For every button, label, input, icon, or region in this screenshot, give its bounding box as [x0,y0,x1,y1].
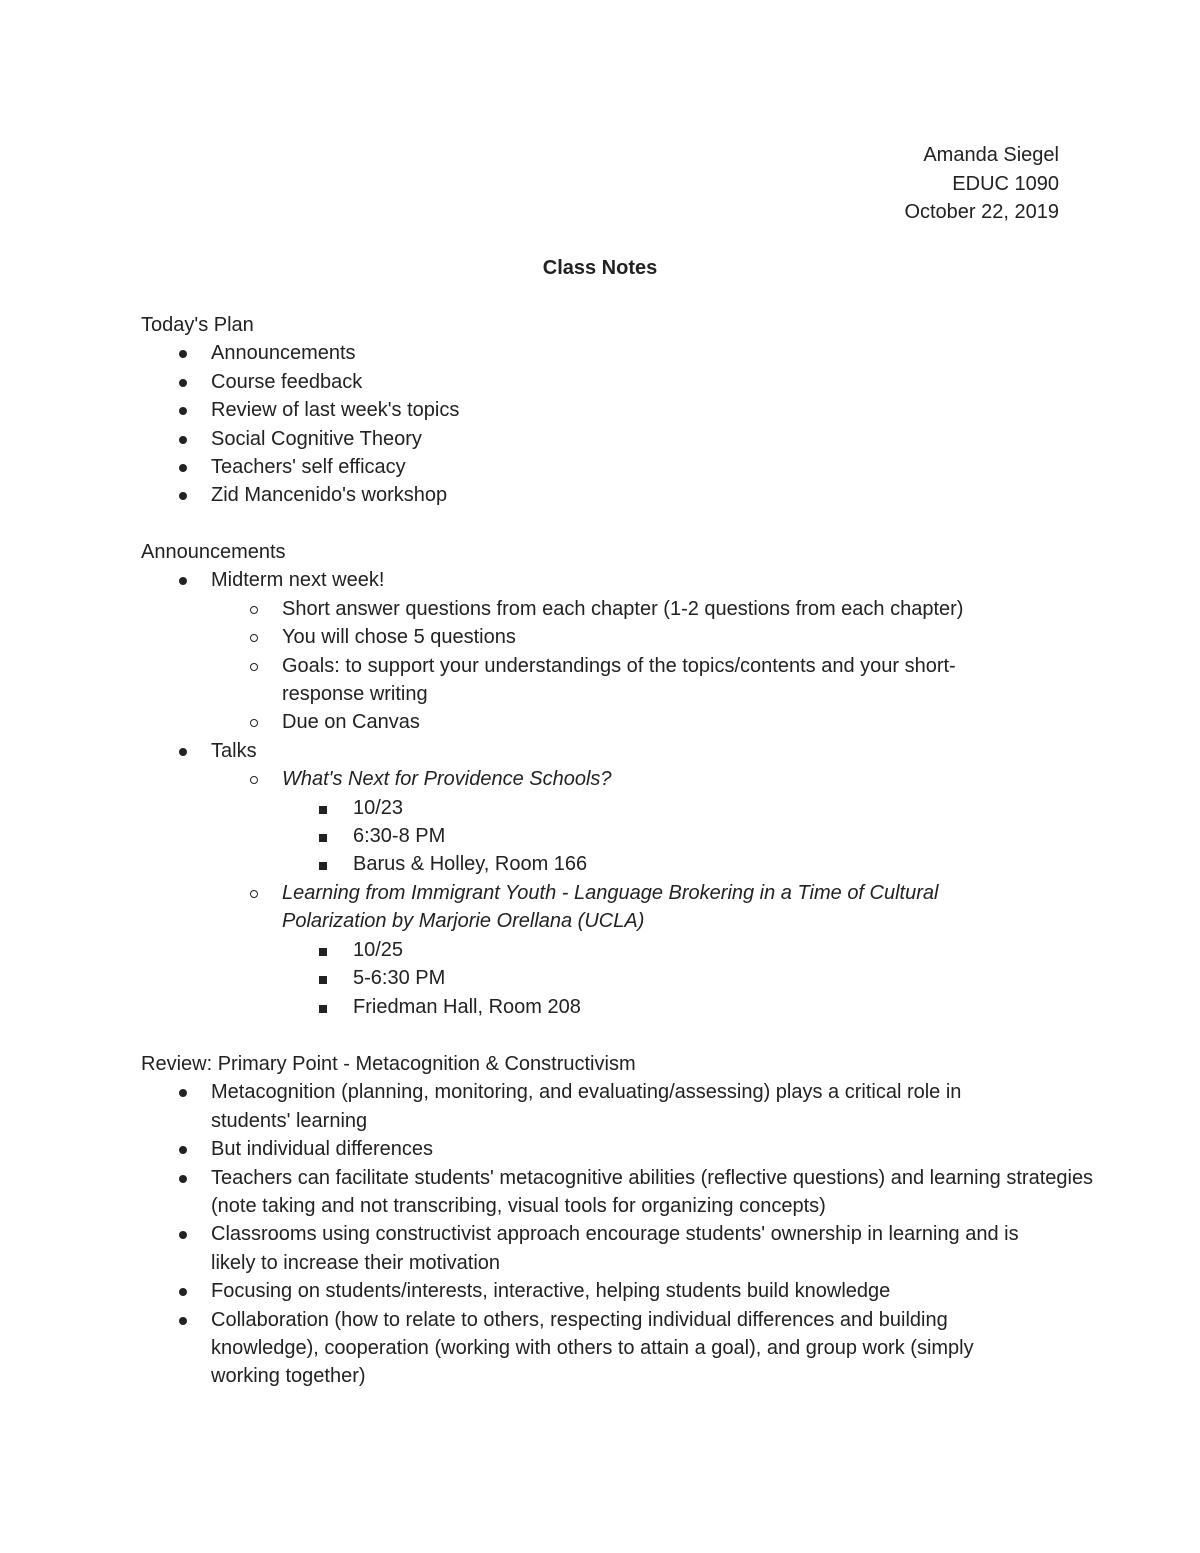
list-item: Barus & Holley, Room 166 [282,850,1081,878]
list-item: Social Cognitive Theory [141,425,1081,453]
review-section [141,1050,1101,1391]
square-bullet-icon [319,976,327,984]
bullet-icon [179,748,187,756]
square-bullet-icon [319,948,327,956]
square-bullet-icon [319,834,327,842]
bullet-icon [179,1146,187,1154]
announcements-section [141,538,1081,1021]
list-item-talks [141,737,1081,1021]
midterm-label: Midterm next week! [211,569,385,592]
midterm-sublist [211,595,1081,737]
hollow-bullet-icon [250,634,258,642]
bullet-icon [179,1317,187,1325]
plan-section [141,311,1081,510]
hollow-bullet-icon [250,890,258,898]
author-name: Amanda Siegel [923,144,1059,166]
list-item: 6:30-8 PM [282,822,1081,850]
bullet-icon [179,464,187,472]
document-date: October 22, 2019 [904,201,1059,224]
bullet-icon [179,1089,187,1097]
square-bullet-icon [319,1005,327,1013]
bullet-icon [179,1175,187,1183]
list-item: Metacognition (planning, monitoring, and evaluating/assessing) plays a critical role in students' learning [141,1078,1101,1135]
list-item: Announcements [141,339,1081,367]
list-item: Course feedback [141,368,1081,396]
course-code: EDUC 1090 [952,172,1059,195]
announcements-list [141,566,1081,1021]
hollow-bullet-icon [250,606,258,614]
plan-heading: Today's Plan [141,314,254,336]
bullet-icon [179,350,187,358]
square-bullet-icon [319,862,327,870]
announcements-heading: Announcements [141,541,286,563]
hollow-bullet-icon [250,776,258,784]
review-heading: Review: Primary Point - Metacognition & Constructivism [141,1053,636,1075]
talk-details [282,936,981,1021]
talks-sublist [211,765,1081,1021]
list-item: Focusing on students/interests, interactive, helping students build knowledge [141,1277,1101,1305]
bullet-icon [179,436,187,444]
list-item: Zid Mancenido's workshop [141,481,1081,509]
hollow-bullet-icon [250,719,258,727]
list-item: Goals: to support your understandings of the topics/contents and your short-response writing [211,652,1081,709]
list-item: Collaboration (how to relate to others, respecting individual differences and building knowledge), cooperation (working with others to attain a goal), and group work (simply working together) [141,1306,1101,1391]
list-item: Short answer questions from each chapter (1-2 questions from each chapter) [211,595,1081,623]
list-item: Teachers' self efficacy [141,453,1081,481]
list-item: But individual differences [141,1135,1101,1163]
talks-label: Talks [211,739,257,762]
talk-title: Learning from Immigrant Youth - Language Brokering in a Time of Cultural Polarization by Marjorie Orellana (UCLA) [282,881,939,933]
list-item: You will chose 5 questions [211,623,1081,651]
talk-title: What's Next for Providence Schools? [282,768,612,791]
document-title: Class Notes [542,257,658,279]
review-list [141,1078,1101,1390]
bullet-icon [179,1288,187,1296]
bullet-icon [179,492,187,500]
list-item: 5-6:30 PM [282,964,981,992]
document-header [904,141,1059,227]
talk-item [211,765,1081,879]
list-item: Review of last week's topics [141,396,1081,424]
list-item: 10/23 [282,794,1081,822]
bullet-icon [179,1231,187,1239]
list-item-midterm [141,566,1081,736]
talk-details [282,794,1081,879]
bullet-icon [179,379,187,387]
list-item: Due on Canvas [211,708,1081,736]
list-item: 10/25 [282,936,981,964]
talk-item [211,879,1081,1021]
bullet-icon [179,407,187,415]
square-bullet-icon [319,806,327,814]
list-item: Teachers can facilitate students' metacognitive abilities (reflective questions) and learning strategies (note taking and not transcribing, visual tools for organizing concepts) [141,1164,1101,1221]
hollow-bullet-icon [250,663,258,671]
bullet-icon [179,577,187,585]
plan-list [141,339,1081,509]
list-item: Friedman Hall, Room 208 [282,993,981,1021]
list-item: Classrooms using constructivist approach encourage students' ownership in learning and is likely to increase their motivation [141,1220,1101,1277]
